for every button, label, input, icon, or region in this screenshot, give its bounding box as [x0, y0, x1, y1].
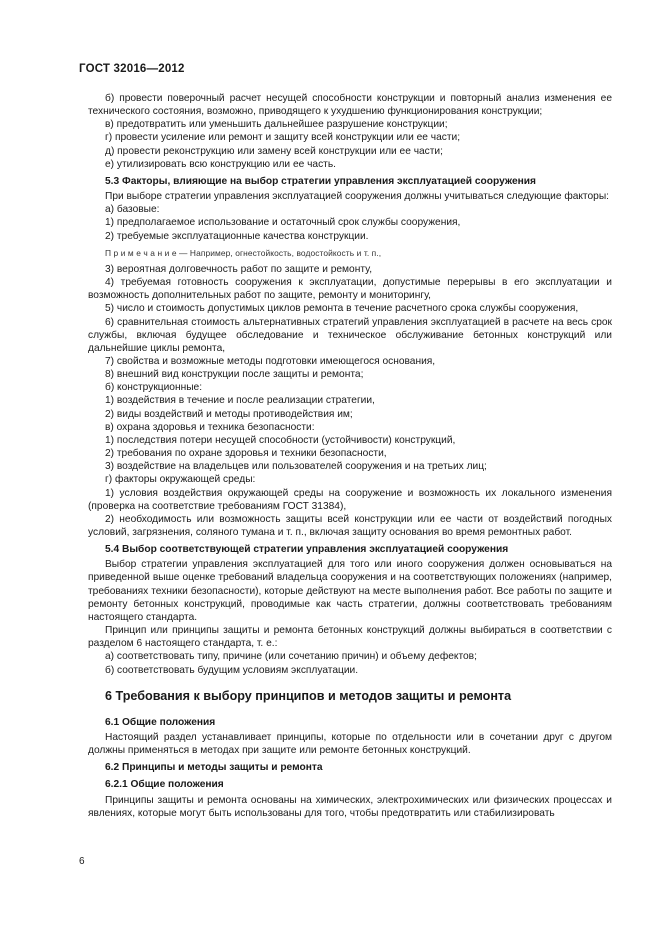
paragraph: 1) условия воздействия окружающей среды на сооружение и возможность их локального изменения (проверка на соответствие требованиям ГОСТ 31384), — [88, 487, 612, 512]
paragraph: 6) сравнительная стоимость альтернативных стратегий управления эксплуатацией в расчете на весь срок службы, включая будущее обследование и техническое обслуживание бетонных конструкций или дальнейшие циклы ремонта, — [88, 316, 612, 354]
list-item: 8) внешний вид конструкции после защиты и ремонта; — [105, 369, 364, 381]
paragraph: 2) необходимость или возможность защиты всей конструкции или ее части от воздействий погодных условий, загрязнения, соляного тумана и т. п., включая защиту основания во время ремонтных работ. — [88, 513, 612, 538]
list-item: в) охрана здоровья и техника безопасности: — [105, 421, 315, 433]
paragraph: Принципы защиты и ремонта основаны на химических, электрохимических или физических процессах и явлениях, которые могут быть использованы для того, чтобы предотвратить или стабилизировать — [88, 794, 612, 819]
list-item: б) конструкционные: — [105, 382, 203, 394]
list-item: а) соответствовать типу, причине (или сочетанию причин) и объему дефектов; — [105, 651, 477, 663]
list-item: 7) свойства и возможные методы подготовки имеющегося основания, — [105, 355, 436, 367]
list-item: г) провести усиление или ремонт и защиту всей конструкции или ее части; — [105, 132, 461, 144]
list-item: а) базовые: — [105, 204, 160, 216]
page-number: 6 — [79, 856, 85, 867]
paragraph: Настоящий раздел устанавливает принципы, которые по отдельности или в сочетании друг с другом должны применяться в методах при защите или ремонте бетонных конструкций. — [88, 731, 612, 757]
subsection-heading: 6.1 Общие положения — [105, 716, 216, 728]
list-item: 3) воздействие на владельцев или пользователей сооружения и на третьих лиц; — [105, 461, 487, 473]
list-item: 3) вероятная долговечность работ по защите и ремонту, — [105, 263, 373, 275]
paragraph: При выборе стратегии управления эксплуатацией сооружения должны учитываться следующие факторы: — [105, 191, 609, 203]
list-item: 2) виды воздействий и методы противодействия им; — [105, 408, 353, 420]
list-item: е) утилизировать всю конструкцию или ее часть. — [105, 158, 336, 170]
section-heading: 6 Требования к выбору принципов и методов защиты и ремонта — [105, 688, 512, 703]
paragraph: б) провести поверочный расчет несущей способности конструкции и повторный анализ изменения ее технического состояния, возможно, приводящего к ухудшению функционирования конструкции; — [88, 93, 612, 118]
list-item: 1) воздействия в течение и после реализации стратегии, — [105, 395, 375, 407]
list-item: 2) требования по охране здоровья и техники безопасности, — [105, 448, 387, 460]
list-item: 5) число и стоимость допустимых циклов ремонта в течение расчетного срока службы сооружения, — [105, 303, 579, 315]
subsection-heading: 5.4 Выбор соответствующей стратегии управления эксплуатацией сооружения — [105, 544, 509, 556]
document-body — [88, 92, 612, 820]
note: П р и м е ч а н и е — Например, огнестойкость, водостойкость и т. п., — [105, 247, 382, 258]
list-item: в) предотвратить или уменьшить дальнейшее разрушение конструкции; — [105, 119, 448, 131]
list-item: б) соответствовать будущим условиям эксплуатации. — [105, 664, 359, 676]
document-header: ГОСТ 32016—2012 — [79, 63, 185, 75]
list-item: 1) последствия потери несущей способности (устойчивости) конструкций, — [105, 434, 456, 446]
list-item: г) факторы окружающей среды: — [105, 474, 256, 486]
subsection-heading: 6.2.1 Общие положения — [105, 779, 224, 791]
list-item: д) провести реконструкцию или замену всей конструкции или ее части; — [105, 145, 443, 157]
subsection-heading: 5.3 Факторы, влияющие на выбор стратегии управления эксплуатацией сооружения — [105, 175, 536, 187]
list-item: 2) требуемые эксплуатационные качества конструкции. — [105, 230, 369, 242]
paragraph: 4) требуемая готовность сооружения к эксплуатации, допустимые перерывы в его эксплуатации и возможность дополнительных работ по защите, ремонту и мониторингу, — [88, 277, 612, 302]
paragraph: Выбор стратегии управления эксплуатацией для того или иного сооружения должен основываться на приведенной выше оценке требований владельца сооружения и на соответствующих положениях (например, требованиях техники безопасности), которые действуют на месте выполнения работ. Все работы по защите и ремонту бетонных конструкций, проводимые как часть стратегии, должны соответствовать требованиям настоящего стандарта. — [88, 559, 612, 623]
subsection-heading: 6.2 Принципы и методы защиты и ремонта — [105, 762, 323, 774]
paragraph: Принцип или принципы защиты и ремонта бетонных конструкций должны выбираться в соответствии с разделом 6 настоящего стандарта, т. е.: — [88, 625, 612, 650]
list-item: 1) предполагаемое использование и остаточный срок службы сооружения, — [105, 217, 461, 229]
